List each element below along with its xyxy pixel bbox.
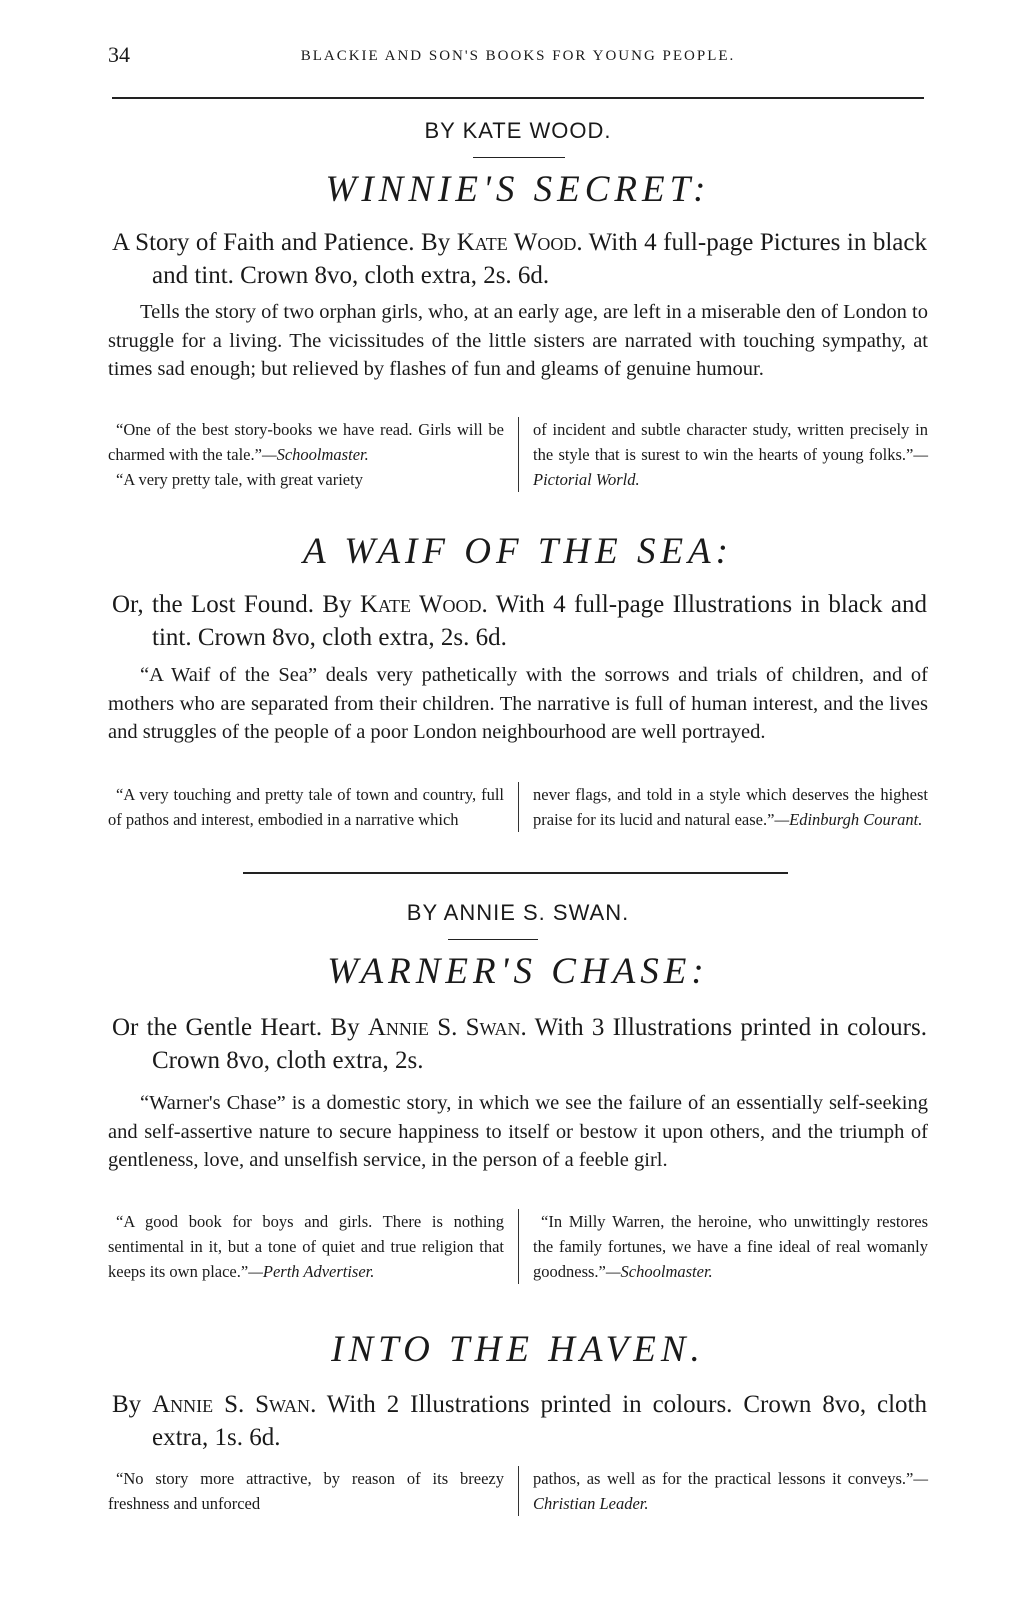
press-quotes-a-waif-of-the-sea [108, 782, 928, 832]
quote-column-left [108, 1466, 518, 1516]
book-title-warners-chase: WARNER'S CHASE: [327, 951, 709, 992]
heading-underline [473, 157, 565, 158]
press-quotes-winnies-secret [108, 417, 928, 492]
book-details-warners-chase: Or the Gentle Heart. By Annie S. Swan. With 3 Illustrations printed in colours. Crown 8vo, cloth extra, 2s. [112, 1014, 927, 1074]
press-quote: of incident and subtle character study, written precisely in the style that is surest to win the hearts of young folks.”—Pictorial World. [533, 420, 928, 489]
book-description-a-waif-of-the-sea: “A Waif of the Sea” deals very pathetically with the sorrows and trials of children, and of mothers who are separated from their children. The narrative is full of human interest, and the lives and struggles of the people of a poor London neighbourhood are well portrayed. [108, 664, 928, 743]
press-quote: “A good book for boys and girls. There is nothing sentimental in it, but a tone of quiet and true religion that keeps its own place.”—Perth Advertiser. [108, 1212, 504, 1281]
book-description-warners-chase: “Warner's Chase” is a domestic story, in which we see the failure of an essentially self-seeking and self-assertive nature to secure happiness to itself or bestow it upon others, and the triumph of gentleness, love, and unselfish service, in the person of a feeble girl. [108, 1092, 928, 1171]
page-header [108, 42, 928, 82]
press-quote: “In Milly Warren, the heroine, who unwittingly restores the family fortunes, we have a fine ideal of real womanly goodness.”—Schoolmaster. [533, 1212, 928, 1281]
press-quote: pathos, as well as for the practical lessons it conveys.”—Christian Leader. [533, 1469, 928, 1513]
page-number: 34 [108, 42, 130, 67]
quote-column-left [108, 782, 518, 832]
book-title-into-the-haven: INTO THE HAVEN. [331, 1329, 705, 1370]
section-divider [243, 872, 788, 874]
quote-column-left [108, 1209, 518, 1284]
book-details-winnies-secret: A Story of Faith and Patience. By Kate Wood. With 4 full-page Pictures in black and tint. Crown 8vo, cloth extra, 2s. 6d. [112, 229, 927, 289]
press-quote: “A very pretty tale, with great variety [116, 470, 363, 489]
running-title: BLACKIE AND SON'S BOOKS FOR YOUNG PEOPLE. [300, 48, 736, 64]
press-quote: never flags, and told in a style which deserves the highest praise for its lucid and natural ease.”—Edinburgh Courant. [533, 785, 928, 829]
quote-column-right [518, 417, 928, 492]
book-description-winnies-secret: Tells the story of two orphan girls, who, at an early age, are left in a miserable den of London to struggle for a living. The vicissitudes of the little sisters are narrated with touching sympathy, at times sad enough; but relieved by flashes of fun and gleams of genuine humour. [108, 301, 928, 380]
author-heading-annie-s-swan: BY ANNIE S. SWAN. [406, 900, 630, 925]
book-details-into-the-haven: By Annie S. Swan. With 2 Illustrations printed in colours. Crown 8vo, cloth extra, 1s. 6d. [112, 1391, 927, 1451]
press-quotes-into-the-haven [108, 1466, 928, 1516]
quote-column-right [518, 782, 928, 832]
quote-column-left [108, 417, 518, 492]
press-quote: “A very touching and pretty tale of town and country, full of pathos and interest, embodied in a narrative which [108, 785, 504, 829]
quote-column-right [518, 1466, 928, 1516]
header-rule [112, 97, 924, 99]
quote-column-right [518, 1209, 928, 1284]
author-heading-kate-wood: BY KATE WOOD. [424, 118, 612, 143]
heading-underline [448, 939, 538, 940]
press-quote: “No story more attractive, by reason of its breezy freshness and unforced [108, 1469, 504, 1513]
press-quotes-warners-chase [108, 1209, 928, 1284]
book-title-winnies-secret: WINNIE'S SECRET: [325, 169, 711, 210]
book-title-a-waif-of-the-sea: A WAIF OF THE SEA: [303, 531, 733, 572]
press-quote: “One of the best story-books we have read. Girls will be charmed with the tale.”—Schoolmaster. [108, 420, 504, 464]
book-details-a-waif-of-the-sea: Or, the Lost Found. By Kate Wood. With 4 full-page Illustrations in black and tint. Crown 8vo, cloth extra, 2s. 6d. [112, 591, 927, 651]
